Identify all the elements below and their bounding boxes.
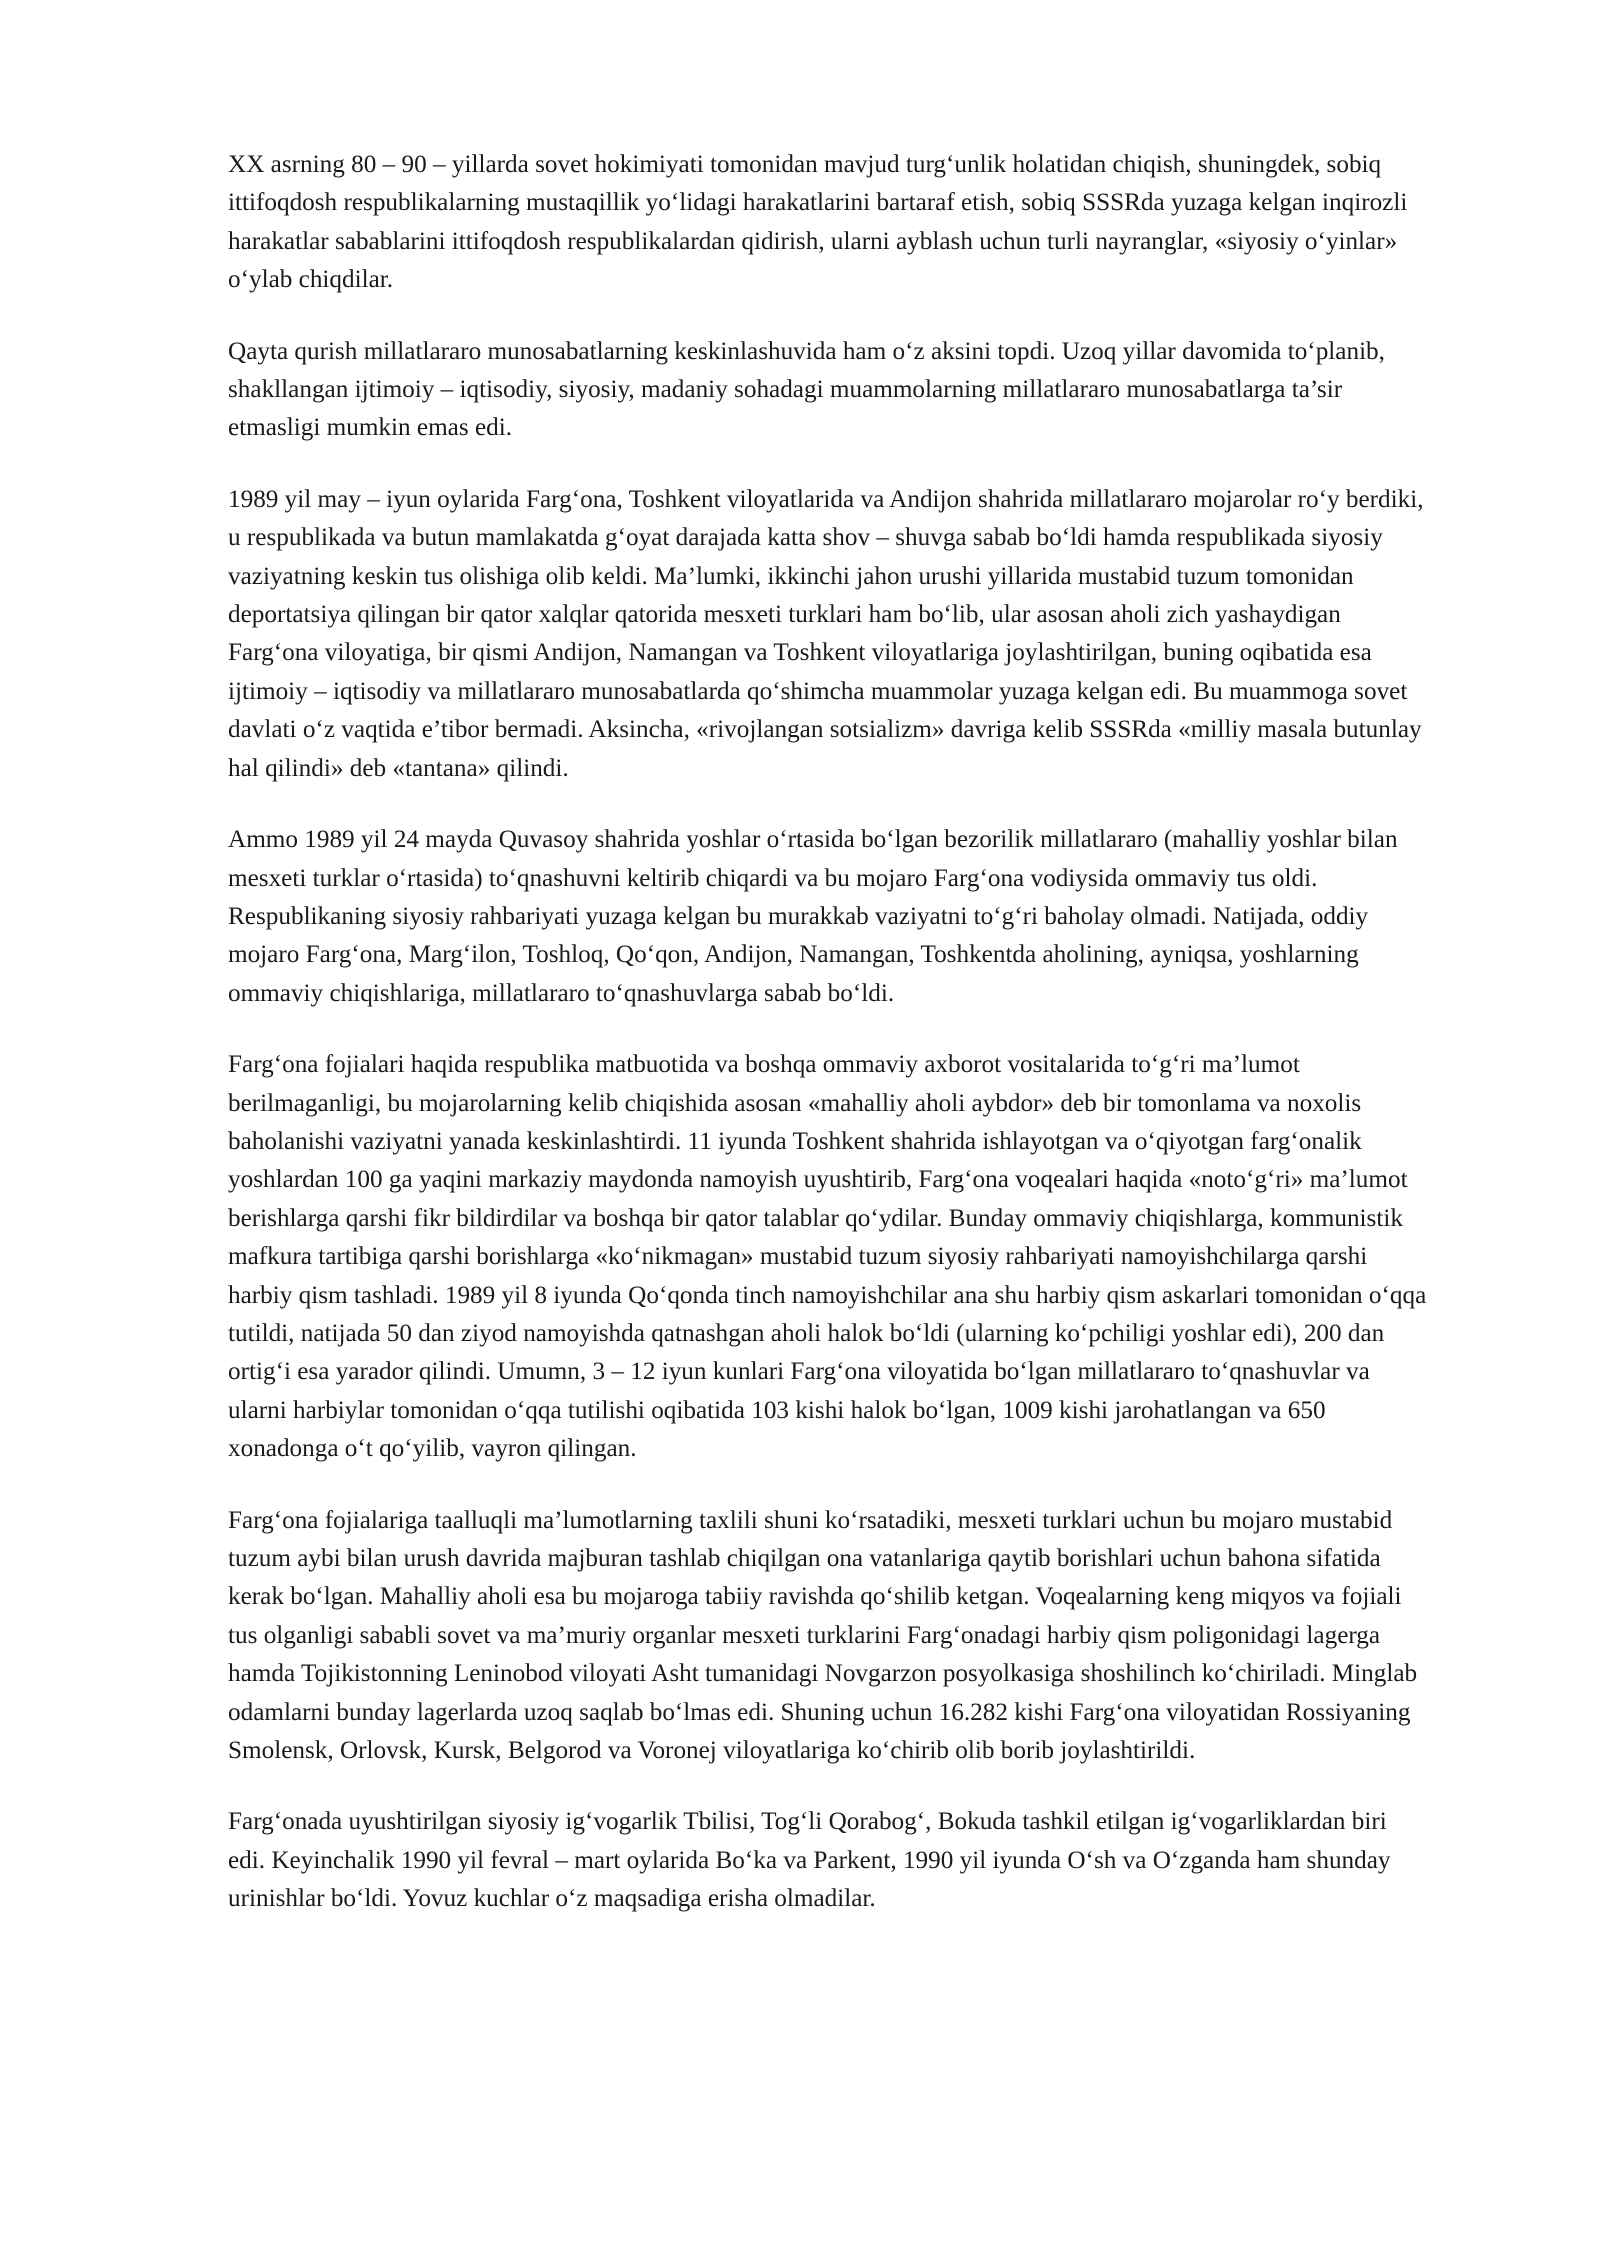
paragraph-4: Ammo 1989 yil 24 mayda Quvasoy shahrida yoshlar o‘rtasida bo‘lgan bezorilik millatlararo (mahalliy yoshlar bilan mesxeti turklar o‘rtasida) to‘qnashuvni keltirib chiqardi va bu mojaro Farg‘ona vodiysida ommaviy tus oldi. Respublikaning siyosiy rahbariyati yuzaga kelgan bu murakkab vaziyatni to‘g‘ri baholay olmadi. Natijada, oddiy mojaro Farg‘ona, Marg‘ilon, Toshloq, Qo‘qon, Andijon, Namangan, Toshkentda aholining, ayniqsa, yoshlarning ommaviy chiqishlariga, millatlararo to‘qnashuvlarga sabab bo‘ldi. xyxy=(228,826,1398,1007)
paragraph-2: Qayta qurish millatlararo munosabatlarning keskinlashuvida ham o‘z aksini topdi. Uzoq yillar davomida to‘planib, shakllangan ijtimoiy – iqtisodiy, siyosiy, madaniy sohadagi muammolarning millatlararo munosabatlarga ta’sir etmasligi mumkin emas edi. xyxy=(228,337,1385,442)
paragraph-5: Farg‘ona fojialari haqida respublika matbuotida va boshqa ommaviy axborot vositalarida to‘g‘ri ma’lumot berilmaganligi, bu mojarolarning kelib chiqishida asosan «mahalliy aholi aybdor» deb bir tomonlama va noxolis baholanishi vaziyatni yanada keskinlashtirdi. 11 iyunda Toshkent shahrida ishlayotgan va o‘qiyotgan farg‘onalik yoshlardan 100 ga yaqini markaziy maydonda namoyish uyushtirib, Farg‘ona voqealari haqida «noto‘g‘ri» ma’lumot berishlarga qarshi fikr bildirdilar va boshqa bir qator talablar qo‘ydilar. Bunday ommaviy chiqishlarga, kommunistik mafkura tartibiga qarshi borishlarga «ko‘nikmagan» mustabid tuzum siyosiy rahbariyati namoyishchilarga qarshi harbiy qism tashladi. 1989 yil 8 iyunda Qo‘qonda tinch namoyishchilar ana shu harbiy qism askarlari tomonidan o‘qqa tutildi, natijada 50 dan ziyod namoyishda qatnashgan aholi halok bo‘ldi (ularning ko‘pchiligi yoshlar edi), 200 dan ortig‘i esa yarador qilindi. Umumn, 3 – 12 iyun kunlari Farg‘ona viloyatida bo‘lgan millatlararo to‘qnashuvlar va ularni harbiylar tomonidan o‘qqa tutilishi oqibatida 103 kishi halok bo‘lgan, 1009 kishi jarohatlangan va 650 xonadonga o‘t qo‘yilib, vayron qilingan. xyxy=(228,1051,1427,1463)
paragraph-6: Farg‘ona fojialariga taalluqli ma’lumotlarning taxlili shuni ko‘rsatadiki, mesxeti turklari uchun bu mojaro mustabid tuzum aybi bilan urush davrida majburan tashlab chiqilgan ona vatanlariga qaytib borishlari uchun bahona sifatida kerak bo‘lgan. Mahalliy aholi esa bu mojaroga tabiiy ravishda qo‘shilib ketgan. Voqealarning keng miqyos va fojiali tus olganligi sababli sovet va ma’muriy organlar mesxeti turklarini Farg‘onadagi harbiy qism poligonidagi lagerga hamda Tojikistonning Leninobod viloyati Asht tumanidagi Novgarzon posyolkasiga shoshilinch ko‘chiriladi. Minglab odamlarni bunday lagerlarda uzoq saqlab bo‘lmas edi. Shuning uchun 16.282 kishi Farg‘ona viloyatidan Rossiyaning Smolensk, Orlovsk, Kursk, Belgorod va Voronej viloyatlariga ko‘chirib olib borib joylashtirildi. xyxy=(228,1506,1418,1765)
document-body xyxy=(228,146,1428,1952)
paragraph-7: Farg‘onada uyushtirilgan siyosiy ig‘vogarlik Tbilisi, Tog‘li Qorabog‘, Bokuda tashkil etilgan ig‘vogarliklardan biri edi. Keyinchalik 1990 yil fevral – mart oylarida Bo‘ka va Parkent, 1990 yil iyunda O‘sh va O‘zganda ham shunday urinishlar bo‘ldi. Yovuz kuchlar o‘z maqsadiga erisha olmadilar. xyxy=(228,1808,1391,1913)
paragraph-1: XX asrning 80 – 90 – yillarda sovet hokimiyati tomonidan mavjud turg‘unlik holatidan chiqish, shuningdek, sobiq ittifoqdosh respublikalarning mustaqillik yo‘lidagi harakatlarini bartaraf etish, sobiq SSSRda yuzaga kelgan inqirozli harakatlar sabablarini ittifoqdosh respublikalardan qidirish, ularni ayblash uchun turli nayranglar, «siyosiy o‘yinlar» o‘ylab chiqdilar. xyxy=(228,151,1408,294)
paragraph-3: 1989 yil may – iyun oylarida Farg‘ona, Toshkent viloyatlarida va Andijon shahrida millatlararo mojarolar ro‘y berdiki, u respublikada va butun mamlakatda g‘oyat darajada katta shov – shuvga sabab bo‘ldi hamda respublikada siyosiy vaziyatning keskin tus olishiga olib keldi. Ma’lumki, ikkinchi jahon urushi yillarida mustabid tuzum tomonidan deportatsiya qilingan bir qator xalqlar qatorida mesxeti turklari ham bo‘lib, ular asosan aholi zich yashaydigan Farg‘ona viloyatiga, bir qismi Andijon, Namangan va Toshkent viloyatlariga joylashtirilgan, buning oqibatida esa ijtimoiy – iqtisodiy va millatlararo munosabatlarda qo‘shimcha muammolar yuzaga kelgan edi. Bu muammoga sovet davlati o‘z vaqtida e’tibor bermadi. Aksincha, «rivojlangan sotsializm» davriga kelib SSSRda «milliy masala butunlay hal qilindi» deb «tantana» qilindi. xyxy=(228,485,1424,782)
